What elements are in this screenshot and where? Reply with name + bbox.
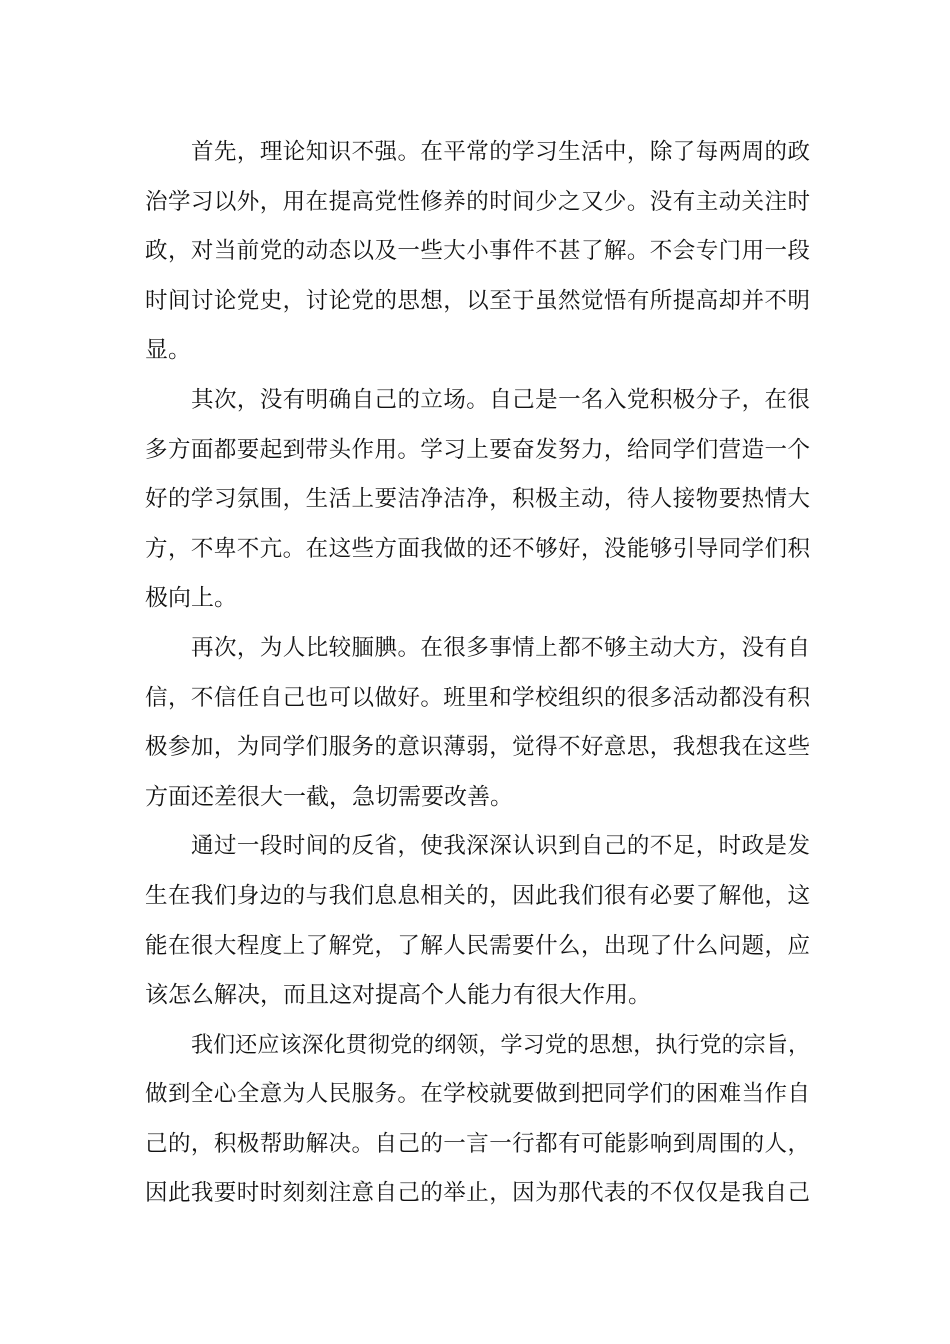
text-line: 治学习以外，用在提高党性修养的时间少之又少。没有主动关注时 bbox=[145, 188, 810, 215]
text-line: 方面还差很大一截，急切需要改善。 bbox=[145, 783, 513, 810]
text-line: 我们还应该深化贯彻党的纲领，学习党的思想，执行党的宗旨， bbox=[191, 1032, 810, 1058]
text-line: 显。 bbox=[145, 337, 191, 364]
text-line: 其次，没有明确自己的立场。自己是一名入党积极分子，在很 bbox=[191, 386, 810, 413]
text-line: 做到全心全意为人民服务。在学校就要做到把同学们的困难当作自 bbox=[145, 1081, 810, 1108]
text-line: 己的，积极帮助解决。自己的一言一行都有可能影响到周围的人， bbox=[145, 1130, 810, 1157]
text-line: 首先，理论知识不强。在平常的学习生活中，除了每两周的政 bbox=[191, 139, 810, 165]
text-line: 生在我们身边的与我们息息相关的，因此我们很有必要了解他，这 bbox=[145, 882, 810, 909]
text-line: 再次，为人比较腼腆。在很多事情上都不够主动大方，没有自 bbox=[191, 634, 810, 661]
body-text bbox=[145, 128, 810, 1219]
text-line: 政，对当前党的动态以及一些大小事件不甚了解。不会专门用一段 bbox=[145, 238, 810, 265]
text-line: 信，不信任自己也可以做好。班里和学校组织的很多活动都没有积 bbox=[145, 684, 810, 711]
text-line: 通过一段时间的反省，使我深深认识到自己的不足，时政是发 bbox=[191, 833, 810, 860]
text-line: 方，不卑不亢。在这些方面我做的还不够好，没能够引导同学们积 bbox=[145, 535, 810, 562]
text-line: 好的学习氛围，生活上要洁净洁净，积极主动，待人接物要热情大 bbox=[145, 486, 810, 513]
text-line: 极向上。 bbox=[145, 585, 237, 612]
text-line: 时间讨论党史，讨论党的思想，以至于虽然觉悟有所提高却并不明 bbox=[145, 287, 810, 314]
text-line: 极参加，为同学们服务的意识薄弱，觉得不好意思，我想我在这些 bbox=[145, 734, 810, 761]
text-line: 多方面都要起到带头作用。学习上要奋发努力，给同学们营造一个 bbox=[145, 436, 810, 463]
text-line: 该怎么解决，而且这对提高个人能力有很大作用。 bbox=[145, 982, 651, 1009]
text-line: 能在很大程度上了解党，了解人民需要什么，出现了什么问题，应 bbox=[145, 932, 810, 959]
text-line: 因此我要时时刻刻注意自己的举止，因为那代表的不仅仅是我自己 bbox=[145, 1180, 810, 1207]
